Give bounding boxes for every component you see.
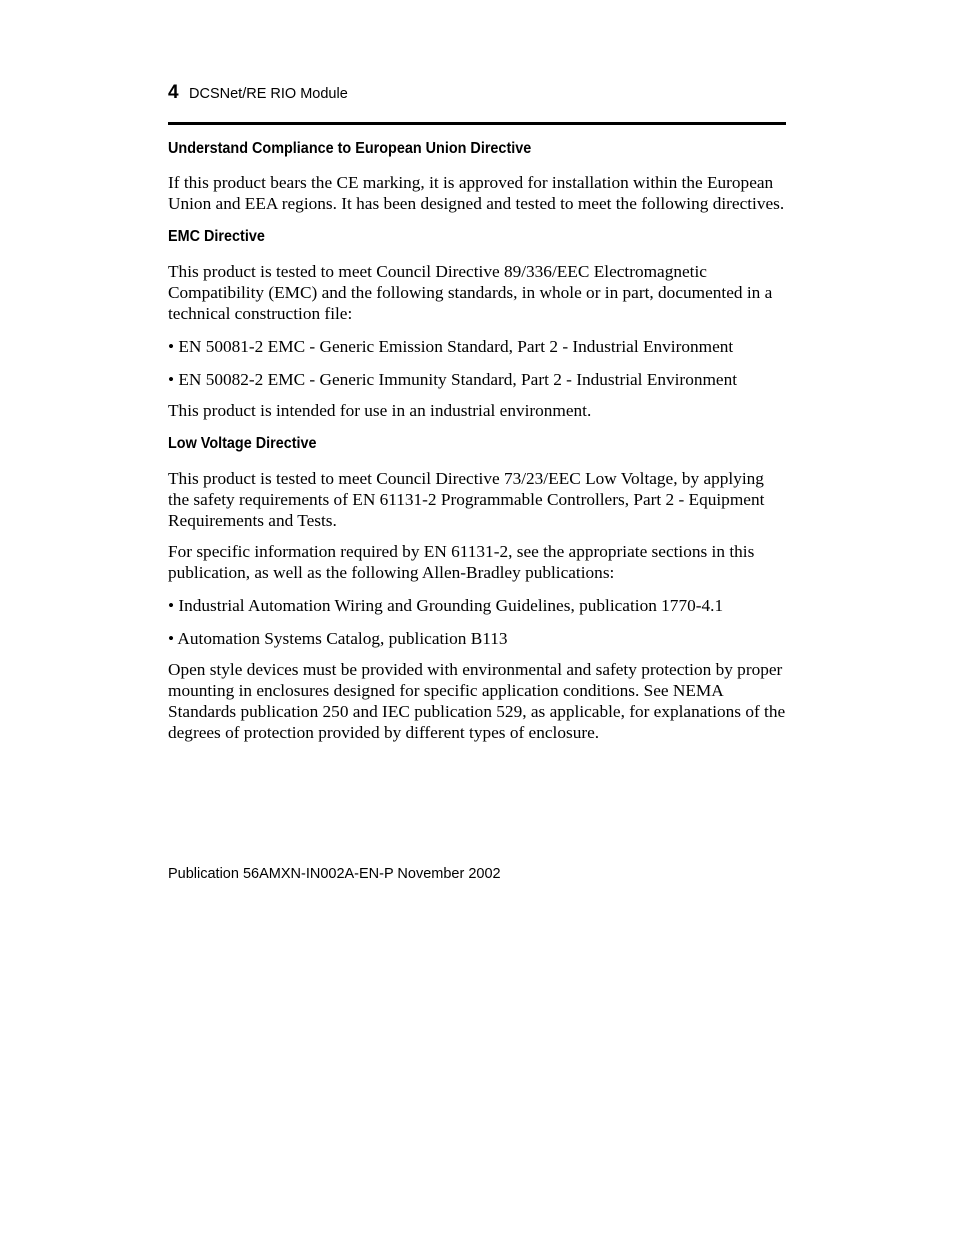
- page-header: [168, 82, 348, 104]
- emc-bullet-emission: • EN 50081-2 EMC - Generic Emission Standard, Part 2 - Industrial Environment: [168, 337, 734, 356]
- header-rule: [168, 122, 786, 125]
- emc-closing-paragraph: This product is intended for use in an industrial environment.: [168, 401, 592, 420]
- section-heading-emc: EMC Directive: [168, 228, 265, 245]
- emc-intro-paragraph: This product is tested to meet Council Directive 89/336/EEC Electromagnetic Compatibility (EMC) and the following standards, in whole or in part, documented in a technical construction file:: [168, 262, 773, 323]
- lv-closing-paragraph: Open style devices must be provided with environmental and safety protection by proper mounting in enclosures designed for specific application conditions. See NEMA Standards publication 250 and IEC publication 529, as applicable, for explanations of the degrees of protection provided by different types of enclosure.: [168, 660, 786, 742]
- lv-intro-paragraph: This product is tested to meet Council Directive 73/23/EEC Low Voltage, by applying the safety requirements of EN 61131-2 Programmable Controllers, Part 2 - Equipment Requirements and Tests.: [168, 469, 765, 530]
- page-number: 4: [168, 82, 179, 103]
- lv-bullet-systems-catalog: • Automation Systems Catalog, publication B113: [168, 629, 508, 648]
- publication-footer: Publication 56AMXN-IN002A-EN-P November 2002: [168, 866, 501, 882]
- section-heading-low-voltage: Low Voltage Directive: [168, 435, 317, 452]
- running-title: DCSNet/RE RIO Module: [189, 86, 348, 102]
- eu-compliance-paragraph: If this product bears the CE marking, it is approved for installation within the European Union and EEA regions. It has been designed and tested to meet the following directives.: [168, 173, 785, 213]
- emc-bullet-immunity: • EN 50082-2 EMC - Generic Immunity Standard, Part 2 - Industrial Environment: [168, 370, 738, 389]
- section-heading-eu-compliance: Understand Compliance to European Union Directive: [168, 140, 532, 157]
- lv-bullet-wiring-guidelines: • Industrial Automation Wiring and Grounding Guidelines, publication 1770-4.1: [168, 596, 724, 615]
- lv-publications-paragraph: For specific information required by EN 61131-2, see the appropriate sections in this publication, as well as the following Allen-Bradley publications:: [168, 542, 755, 582]
- page-body: [168, 140, 788, 743]
